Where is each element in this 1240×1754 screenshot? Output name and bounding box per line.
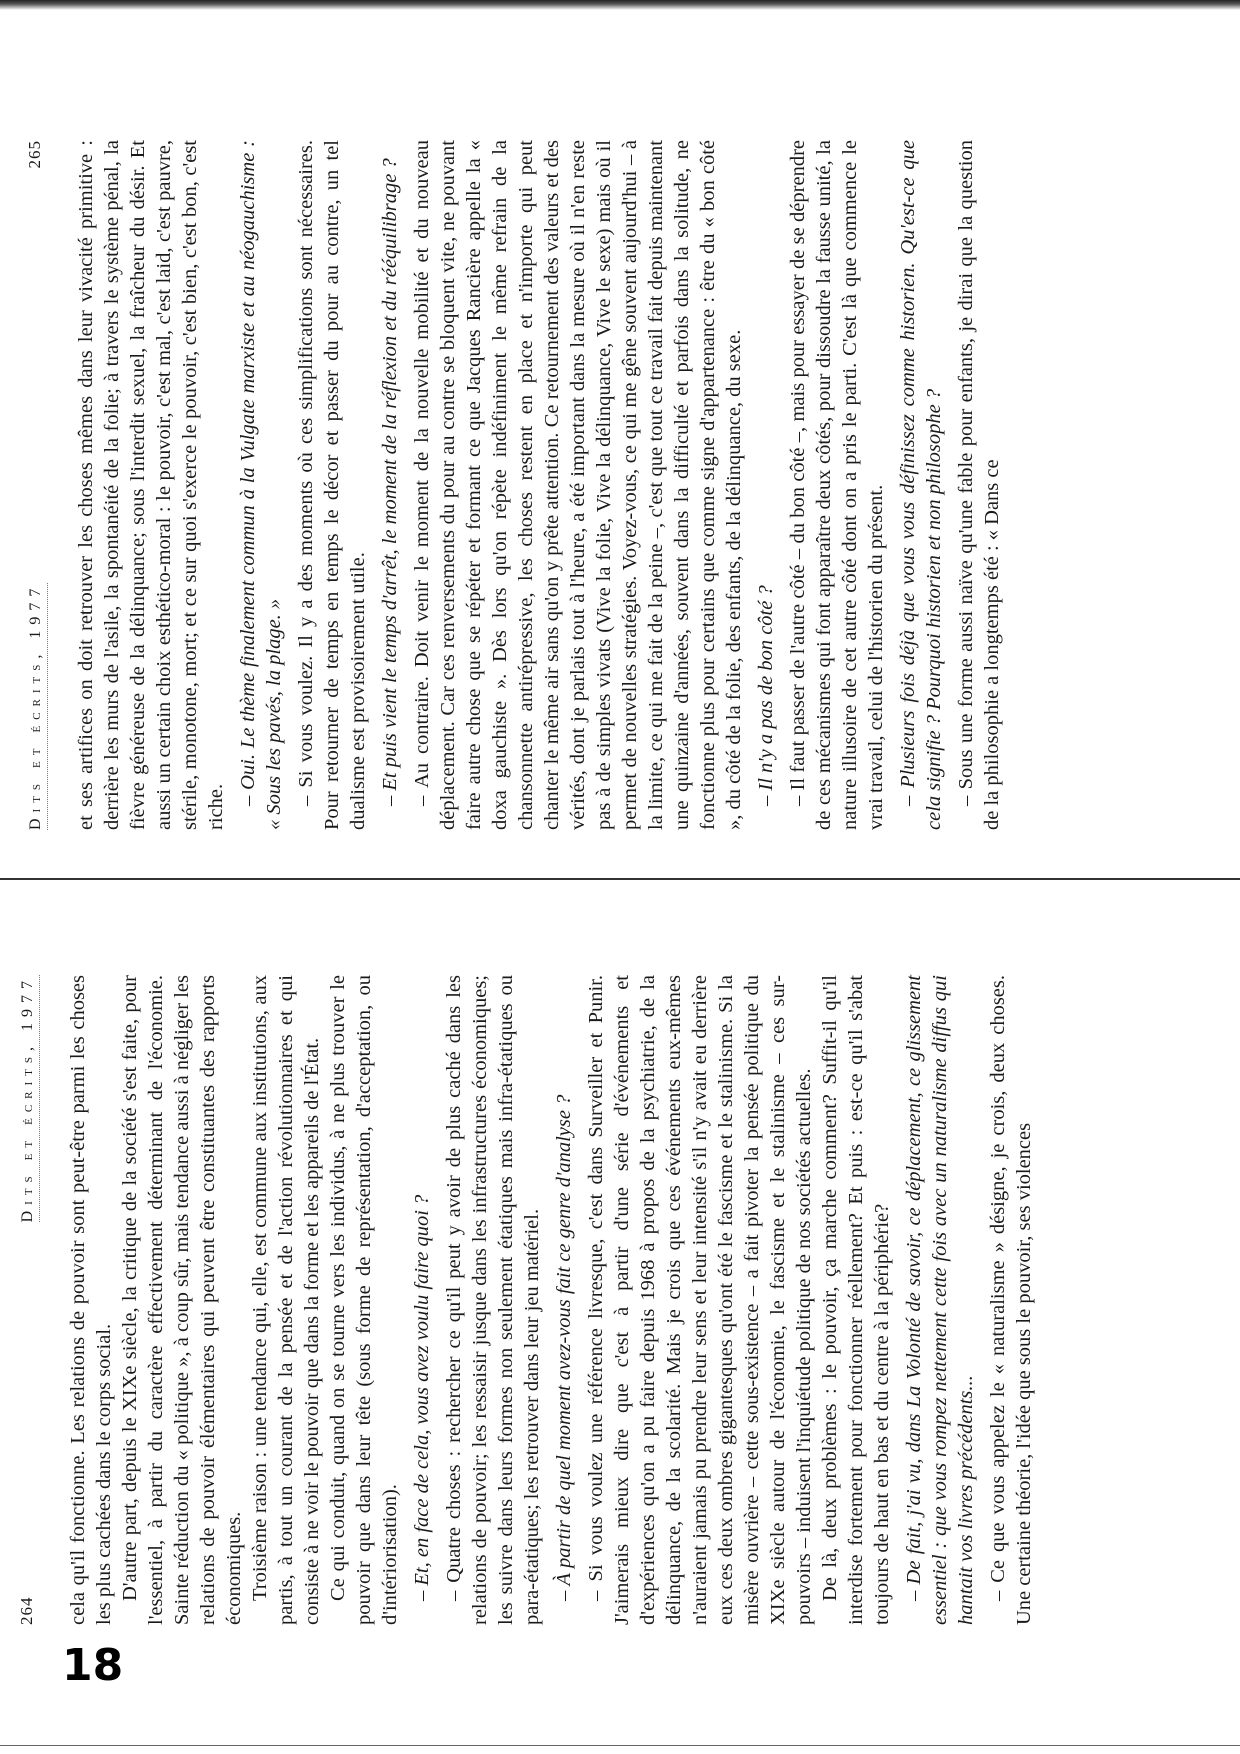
interview-answer: – Il faut passer de l'autre côté – du bon côté –, mais pour essayer de se déprendre de ces mécanismes qui font apparaître deux côtés, pour dissoudre la fausse unité, la nature illusoire de cet autre côté dont on a pris le parti. C'est là que commence le vrai travail, celui de l'historien du présent. xyxy=(787,140,887,830)
interview-question: – Et, en face de cela, vous avez voulu faire quoi ? xyxy=(411,1194,433,1601)
page-body xyxy=(65,975,1037,1625)
running-head xyxy=(17,975,47,1625)
interview-answer: – Quatre choses : rechercher ce qu'il peut y avoir de plus caché dans les relations de pouvoir; les ressaisir jusque dans les infrastructures économiques; les suivre dans leurs formes non seulement étatiques mais infra-étatiques ou para-étatiques; les retrouver dans leur jeu matériel. xyxy=(443,975,543,1625)
page-divider-edge xyxy=(0,878,1240,880)
interview-question: – De fait, j'ai vu, dans La Volonté de savoir, ce déplacement, ce glissement essentiel : que vous rompez nettement cette fois avec un naturalisme diffus qui hantait vos livres précédents... xyxy=(903,975,977,1625)
page-bottom-edge xyxy=(0,1745,1240,1746)
interview-question: – Plusieurs fois déjà que vous vous définissez comme historien. Qu'est-ce que cela signifie ? Pourquoi historien et non philosophe ? xyxy=(897,140,945,830)
interview-answer: – Sous une forme aussi naïve qu'une fable pour enfants, je dirai que la question de la philosophie a longtemps été : « Dans ce xyxy=(955,140,1003,830)
interview-question: – Oui. Le thème finalement commun à la Vulgate marxiste et au néogauchisme : « Sous les pavés, la plage. » xyxy=(237,140,285,830)
paragraph: cela qu'il fonctionne. Les relations de pouvoir sont peut-être parmi les choses les plus cachées dans le corps social. xyxy=(67,975,115,1625)
running-head-title: Dits et écrits, 1977 xyxy=(27,583,48,830)
scan-shadow-top xyxy=(0,0,1240,10)
sheet-number-label: 18 xyxy=(62,1640,124,1691)
interview-question: – Il n'y a pas de bon côté ? xyxy=(755,585,777,806)
paragraph: De là, deux problèmes : le pouvoir, ça marche comment? Suffit-il qu'il interdise fortement pour fonctionner réellement? Et puis : est-ce qu'il s'abat toujours de haut en bas et du centre à la périphérie? xyxy=(819,975,893,1625)
paragraph: Troisième raison : une tendance qui, elle, est commune aux institutions, aux partis, à tout un courant de la pensée et de l'action révolutionnaires et qui consiste à ne voir le pouvoir que dans la forme et les appareils de l'État. xyxy=(249,975,323,1625)
interview-answer: – Si vous voulez une référence livresque, c'est dans Surveiller et Punir. J'aimerais mieux dire que c'est à partir d'une série d'événements et d'expériences qu'on a pu faire depuis 1968 à propos de la psychiatrie, de la délinquance, de la scolarité. Mais je crois que ces événements eux-mêmes n'auraient jamais pu prendre leur sens et leur intensité s'il n'y avait eu derrière eux ces deux ombres gigantesques qu'ont été le fascisme et le stalinisme. Si la misère ouvrière – cette sous-existence – a fait pivoter la pensée politique du XIXe siècle autour de l'économie, le fascisme et le stalinisme – ces sur-pouvoirs – induisent l'inquiétude politique de nos sociétés actuelles. xyxy=(585,975,815,1625)
interview-question: – Et puis vient le temps d'arrêt, le moment de la réflexion et du rééquilibrage ? xyxy=(379,158,401,806)
interview-answer: – Ce que vous appelez le « naturalisme » désigne, je crois, deux choses. Une certaine théorie, l'idée que sous le pouvoir, ses violences xyxy=(987,975,1035,1625)
running-head-title: Dits et écrits, 1977 xyxy=(19,975,40,1222)
interview-answer: – Si vous voulez. Il y a des moments où ces simplifications sont nécessaires. Pour retourner de temps en temps le décor et passer du pour au contre, un tel dualisme est provisoirement utile. xyxy=(295,140,369,830)
book-page-264 xyxy=(17,975,1207,1625)
page-number: 264 xyxy=(17,1596,36,1625)
page-body xyxy=(73,140,1005,830)
interview-answer: – Au contraire. Doit venir le moment de la nouvelle mobilité et du nouveau déplacement. Car ces renversements du pour au contre se bloquent vite, ne pouvant faire autre chose que se répéter et formant ce que Jacques Rancière appelle la « doxa gauchiste ». Dès lors qu'on répète indéfiniment le même refrain de la chansonnette antirépressive, les choses restent en place et n'importe qui peut chanter le même air sans qu'on y prête attention. Ce retournement des valeurs et des vérités, dont je parlais tout à l'heure, a été important dans la mesure où il n'en reste pas à de simples vivats (Vive la folie, Vive la délinquance, Vive le sexe) mais où il permet de nouvelles stratégies. Voyez-vous, ce qui me gêne souvent aujourd'hui – à la limite, ce qui me fait de la peine –, c'est que tout ce travail fait depuis maintenant une quinzaine d'années, souvent dans la difficulté et parfois dans la solitude, ne fonctionne plus pour certains que comme signe d'appartenance : être du « bon côté », du côté de la folie, des enfants, de la délinquance, du sexe. xyxy=(411,140,745,830)
paragraph: D'autre part, depuis le XIXe siècle, la critique de la société s'est faite, pour l'essentiel, à partir du caractère effectivement déterminant de l'économie. Sainte réduction du « politique », à coup sûr, mais tendance aussi à négliger les relations de pouvoir élémentaires qui peuvent être constituantes des rapports économiques. xyxy=(119,975,245,1625)
paragraph: et ses artifices on doit retrouver les choses mêmes dans leur vivacité primitive : derrière les murs de l'asile, la spontanéité de la folie; à travers le système pénal, la fièvre généreuse de la délinquance; sous l'interdit sexuel, la fraîcheur du désir. Et aussi un certain choix esthético-moral : le pouvoir, c'est mal, c'est laid, c'est pauvre, stérile, monotone, mort; et ce sur quoi s'exerce le pouvoir, c'est bien, c'est bon, c'est riche. xyxy=(75,140,227,830)
book-page-265 xyxy=(25,140,1205,830)
page-number: 265 xyxy=(25,140,44,169)
paragraph: Ce qui conduit, quand on se tourne vers les individus, à ne plus trouver le pouvoir que dans leur tête (sous forme de représentation, d'acceptation, ou d'intériorisation). xyxy=(327,975,401,1625)
running-head xyxy=(25,140,55,830)
interview-question: – À partir de quel moment avez-vous fait ce genre d'analyse ? xyxy=(553,1094,575,1601)
